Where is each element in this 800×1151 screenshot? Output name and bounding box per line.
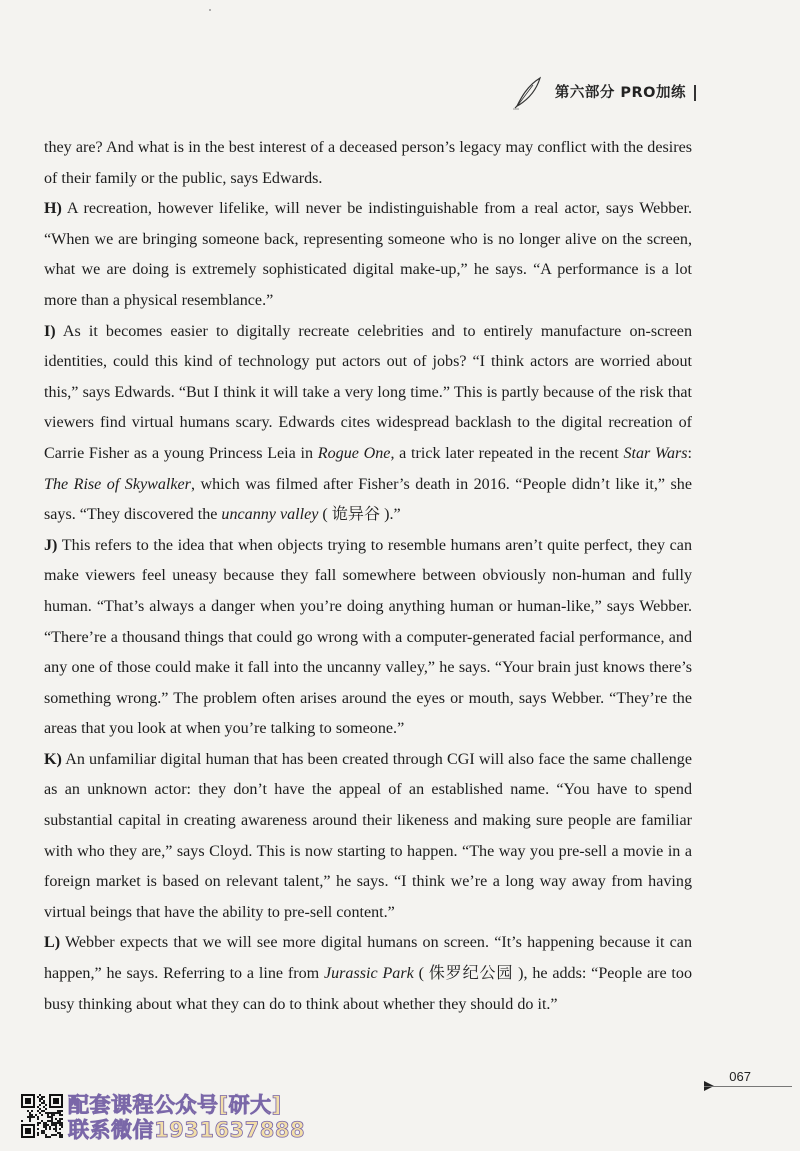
paragraph-label: J) (44, 536, 58, 554)
paragraph (44, 745, 692, 929)
watermark-line-1: 配套课程公众号[研大] (68, 1093, 282, 1117)
watermark-line-2: 联系微信1931637888 (68, 1118, 306, 1142)
page-number: 067 (729, 1069, 751, 1084)
paragraph-text: ( 侏罗纪公园 ), he adds: “People are too busy thinking about what they can do to think about whether they should do it.” (44, 965, 693, 1013)
section-title: 第六部分 PRO加练 (555, 85, 696, 101)
italic-title: uncanny valley (221, 506, 319, 524)
paragraph-text: : (687, 444, 693, 462)
paragraph-text: , a trick later repeated in the recent (390, 444, 624, 462)
paragraph-text: Webber expects that we will see more digital humans on screen. “It’s happening because it can happen,” he says. Referring to a line from (44, 934, 692, 983)
page-number-rule (704, 1086, 792, 1087)
scan-speck (209, 9, 211, 11)
paragraph-text: , which was filmed after Fisher’s death in 2016. “People didn’t like it,” she says. “They discovered the (44, 475, 692, 524)
paragraph (44, 194, 692, 316)
italic-title: Rogue One (317, 444, 391, 462)
running-header (511, 76, 696, 110)
paragraph-text: ( 诡异谷 ).” (318, 506, 401, 524)
italic-title: Star Wars (623, 444, 688, 462)
paragraph-text: A recreation, however lifelike, will never be indistinguishable from a real actor, says Webber. “When we are bringing someone back, representing someone who is no longer alive on the screen, what we are doing is extremely sophisticated digital make-up,” he says. “A performance is a lot more than a physical resemblance.” (44, 200, 692, 309)
italic-title: The Rise of Skywalker (44, 475, 191, 493)
paragraph (44, 317, 692, 531)
qr-code-icon (21, 1094, 63, 1138)
article-body (44, 133, 692, 1020)
watermark (68, 1093, 305, 1143)
quill-pen-icon (511, 76, 543, 110)
paragraph-label: K) (44, 750, 62, 768)
paragraph-text: As it becomes easier to digitally recreate celebrities and to entirely manufacture on-screen identities, could this kind of technology put actors out of jobs? “I think actors are worried about this,” says Edwards. “But I think it will take a very long time.” This is partly because of the risk that viewers find virtual humans scary. Edwards cites widespread backlash to the digital recreation of Carrie Fisher as a young Princess Leia in (44, 322, 692, 462)
paragraph (44, 531, 692, 745)
italic-title: Jurassic Park (323, 965, 414, 983)
paragraph (44, 928, 692, 1020)
paragraph-text: This refers to the idea that when objects trying to resemble humans aren’t quite perfect, they can make viewers feel uneasy because they fall somewhere between obviously non-human and fully human. “That’s always a danger when you’re doing anything human or human-like,” says Webber. “There’re a thousand things that could go wrong with a computer-generated facial performance, and any one of those could make it fall into the uncanny valley,” he says. “Your brain just knows there’s something wrong.” The problem often arises around the eyes or mouth, says Webber. “They’re the areas that you look at when you’re talking to someone.” (44, 536, 692, 738)
paragraph-label: L) (44, 934, 61, 952)
paragraph (44, 133, 692, 194)
paragraph-label: H) (44, 200, 62, 218)
paragraph-text: they are? And what is in the best interest of a deceased person’s legacy may conflict with the desires of their family or the public, says Edwards. (44, 139, 692, 187)
paragraph-label: I) (44, 322, 56, 340)
paragraph-text: An unfamiliar digital human that has been created through CGI will also face the same challenge as an unknown actor: they don’t have the appeal of an established name. “You have to spend substantial capital in creating awareness around their likeness and making sure people are familiar with who they are,” says Cloyd. This is now starting to happen. “The way you pre-sell a movie in a foreign market is based on relevant talent,” he says. “I think we’re a long way away from having virtual beings that have the ability to pre-sell content.” (44, 750, 692, 921)
